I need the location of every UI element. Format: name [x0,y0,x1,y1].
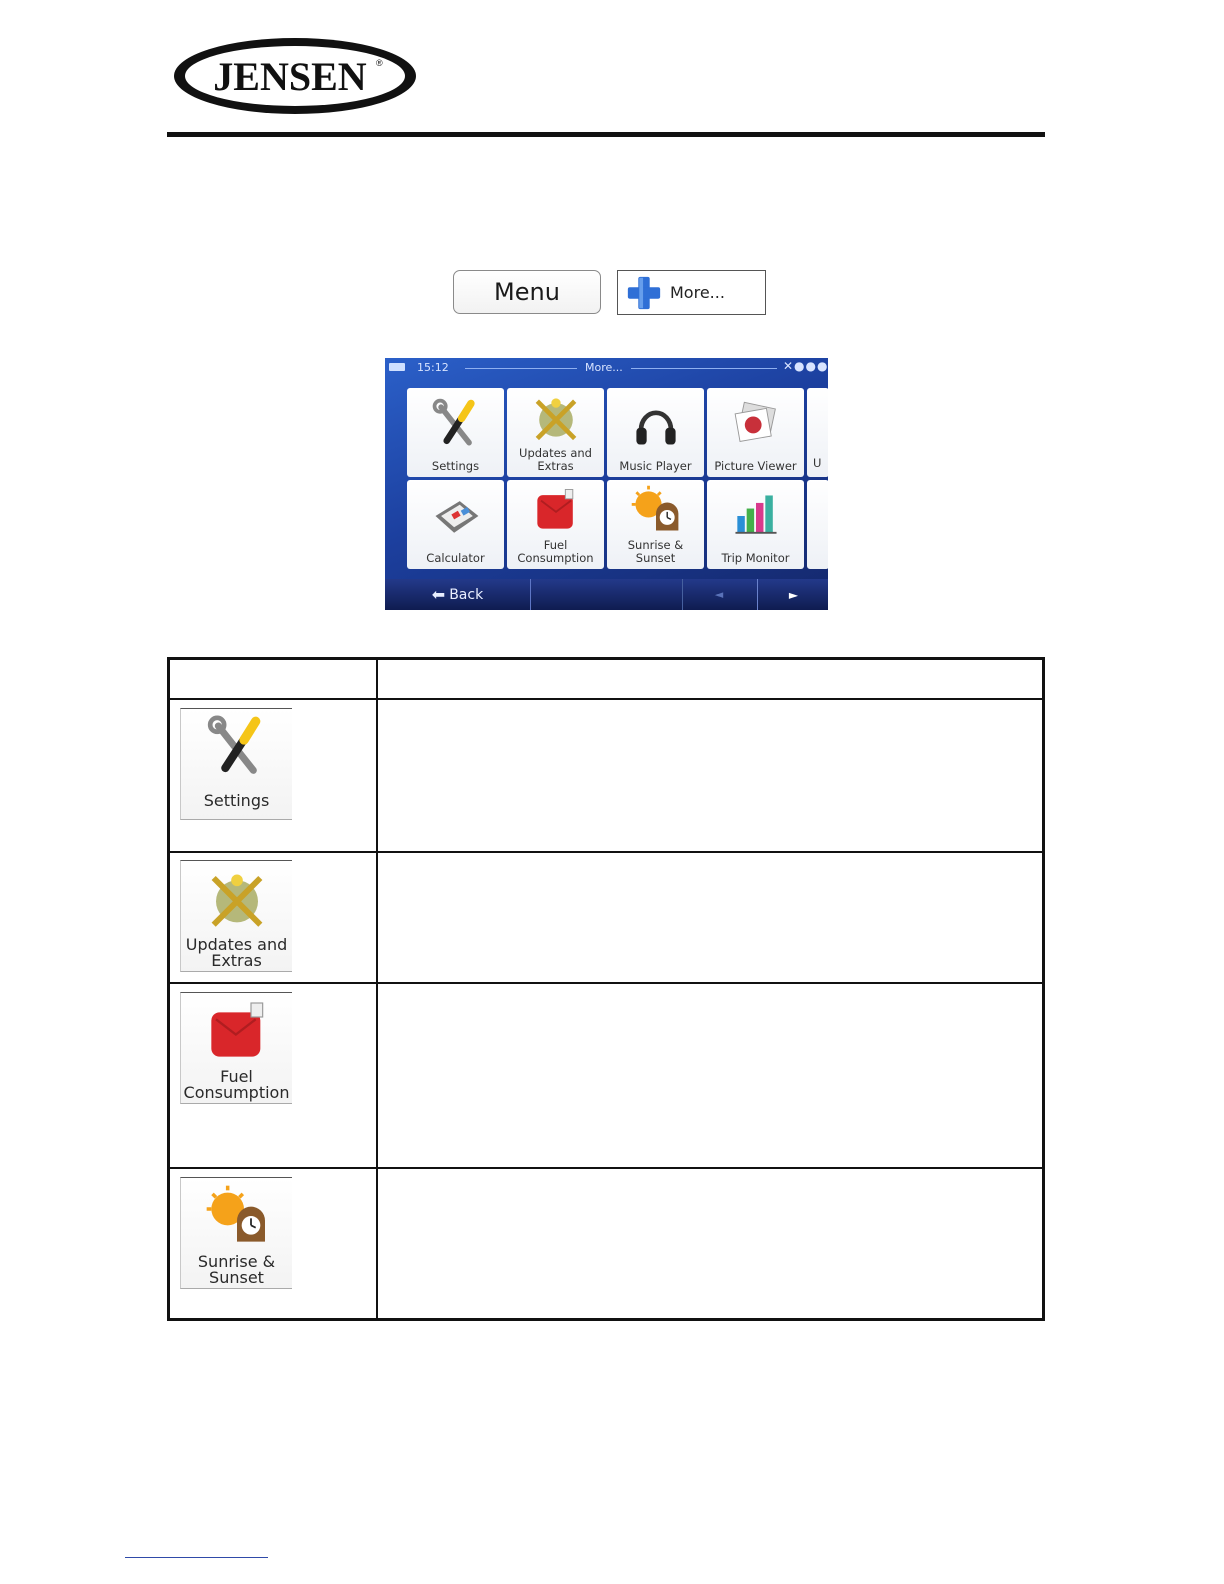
status-title: More... [585,361,623,374]
svg-text:JENSEN: JENSEN [213,54,367,99]
footer-rule [125,1557,268,1558]
jensen-logo [172,36,418,116]
back-label: Back [449,586,484,603]
status-time: 15:12 [417,361,449,374]
icon-card-label: Sunset [209,1268,264,1287]
menu-button-label: Menu [494,278,560,306]
icon-card-label: Updates and [185,935,288,954]
tile-label: Calculator [426,551,485,565]
tile-calculator[interactable] [407,480,504,569]
tile-settings[interactable] [407,388,504,477]
tile-label: Updates and Extras [519,446,592,473]
menu-button[interactable] [453,270,601,314]
more-button-label: More... [670,283,725,302]
tile-label: Settings [431,459,480,473]
tile-label: Fuel Consumption [517,538,594,565]
icon-card-label: Fuel [220,1067,253,1086]
trip-monitor-icon [707,480,804,552]
headphones-icon [607,388,704,460]
prev-page-button[interactable]: ◄ [682,579,755,610]
signal-icon: ✕●●● [783,359,828,373]
tile-picture-viewer[interactable] [707,388,804,477]
tile-fuel-consumption[interactable] [507,480,604,569]
updates-icon-card [180,860,292,972]
feature-table [167,657,1045,1321]
tile-partial-2[interactable] [807,480,828,569]
tile-label: Music Player [619,459,692,473]
svg-text:®: ® [376,58,383,68]
settings-icon-card [180,708,292,820]
tile-partial[interactable] [807,388,828,477]
bottom-nav [385,579,828,610]
fuel-can-icon [507,480,604,539]
icon-card-label: Consumption [183,1083,290,1102]
tile-label: Picture Viewer [714,459,797,473]
tools-icon [407,388,504,460]
fuel-can-icon [202,993,272,1069]
status-bar [385,358,828,378]
fuel-icon-card [180,992,292,1104]
updates-icon [202,861,272,937]
tile-sunrise-sunset[interactable] [607,480,704,569]
sun-clock-icon [202,1178,272,1254]
icon-card-label: Settings [203,791,270,810]
sunrise-icon-card [180,1177,292,1289]
sun-clock-icon [607,480,704,539]
tile-trip-monitor[interactable] [707,480,804,569]
battery-icon [389,363,405,371]
next-page-button[interactable]: ► [757,579,828,610]
tile-label: Trip Monitor [721,551,790,565]
back-arrow-icon: ⬅ [431,585,446,604]
updates-icon [507,388,604,447]
plus-icon [624,273,664,313]
tile-music-player[interactable] [607,388,704,477]
icon-card-label: Sunrise & [197,1252,276,1271]
tile-label: U [813,456,822,470]
tile-label: Sunrise & Sunset [627,538,684,565]
pictures-icon [707,388,804,460]
tile-updates[interactable] [507,388,604,477]
calculator-icon [407,480,504,552]
more-menu-screenshot [385,358,828,610]
more-button[interactable] [617,270,766,315]
icon-card-label: Extras [211,951,262,970]
header-rule [167,132,1045,137]
tools-icon [202,709,272,785]
back-button[interactable] [385,579,531,610]
